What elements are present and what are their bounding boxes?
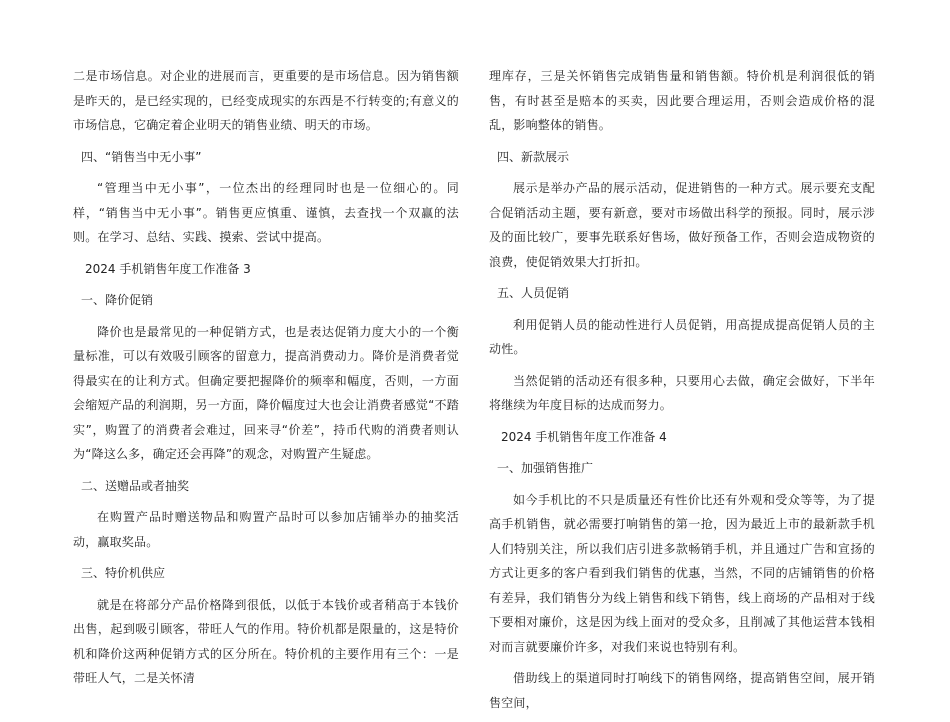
paragraph: 理库存，三是关怀销售完成销售量和销售额。特价机是利润很低的销售，有时甚至是赔本的买卖，因此要合理运用，否则会造成价格的混乱，影响整体的销售。	[489, 69, 875, 132]
paragraph: 就是在将部分产品价格降到很低，以低于本钱价或者稍高于本钱价出售，起到吸引顾客，带旺人气的作用。特价机都是限量的，这是特价机和降价这两种促销方式的区分所在。特价机的主要作用有三个：一是带旺人气，二是关怀清	[73, 597, 459, 685]
document-title: 2024 手机销售年度工作准备 3	[85, 261, 251, 276]
section-heading: 四、“销售当中无小事”	[81, 149, 202, 164]
paragraph: “管理当中无小事”，一位杰出的经理同时也是一位细心的。同样，“销售当中无小事”。销售更应慎重、谨慎，去查找一个双赢的法则。在学习、总结、实践、摸索、尝试中提高。	[73, 181, 459, 244]
section-heading: 三、特价机供应	[81, 566, 166, 580]
paragraph: 二是市场信息。对企业的进展而言，更重要的是市场信息。因为销售额是昨天的，是已经实现的，已经变成现实的东西是不行转变的;有意义的市场信息，它确定着企业明天的销售业绩、明天的市场。	[73, 69, 459, 132]
document-title: 2024 手机销售年度工作准备 4	[501, 429, 667, 444]
paragraph: 展示是举办产品的展示活动，促进销售的一种方式。展示要充支配合促销活动主题，要有新意，要对市场做出科学的预报。同时，展示涉及的面比较广，要事先联系好售场，做好预备工作，否则会造成物资的浪费，使促销效果大打折扣。	[489, 181, 875, 269]
paragraph: 降价也是最常见的一种促销方式，也是表达促销力度大小的一个衡量标准，可以有效吸引顾客的留意力，提高消费动力。降价是消费者觉得最实在的让利方式。但确定要把握降价的频率和幅度，否则，一方面会缩短产品的利润期，另一方面，降价幅度过大也会让消费者感觉“不踏实”，购置了的消费者会难过，回来寻“价差”，持币代购的消费者则认为“降这么多，确定还会再降”的观念，对购置产生疑虑。	[73, 324, 459, 461]
section-heading: 一、加强销售推广	[497, 461, 594, 475]
section-heading: 五、人员促销	[497, 286, 570, 300]
left-column	[73, 64, 459, 698]
section-heading: 四、新款展示	[497, 149, 570, 164]
paragraph: 如今手机比的不只是质量还有性价比还有外观和受众等等，为了提高手机销售，就必需要打响销售的第一抢，因为最近上市的最新款手机人们特别关注，所以我们店引进多款畅销手机，并且通过广告和宣扬的方式让更多的客户看到我们销售的优惠，当然，不同的店铺销售的价格有差异，我们销售分为线上销售和线下销售，线上商场的产品相对于线下要相对廉价，这是因为线上面对的受众多，且削减了其他运营本钱相对而言就要廉价许多，对我们来说也特别有利。	[489, 492, 875, 654]
right-column	[489, 64, 875, 722]
section-heading: 二、送赠品或者抽奖	[81, 478, 190, 493]
paragraph: 在购置产品时赠送物品和购置产品时可以参加店铺举办的抽奖活动，赢取奖品。	[73, 510, 459, 549]
paragraph: 借助线上的渠道同时打响线下的销售网络，提高销售空间，展开销售空间，	[489, 671, 875, 710]
section-heading: 一、降价促销	[81, 293, 154, 307]
paragraph: 当然促销的活动还有很多种，只要用心去做，确定会做好，下半年将继续为年度目标的达成而努力。	[489, 373, 875, 412]
paragraph: 利用促销人员的能动性进行人员促销，用高提成提高促销人员的主动性。	[489, 317, 875, 356]
